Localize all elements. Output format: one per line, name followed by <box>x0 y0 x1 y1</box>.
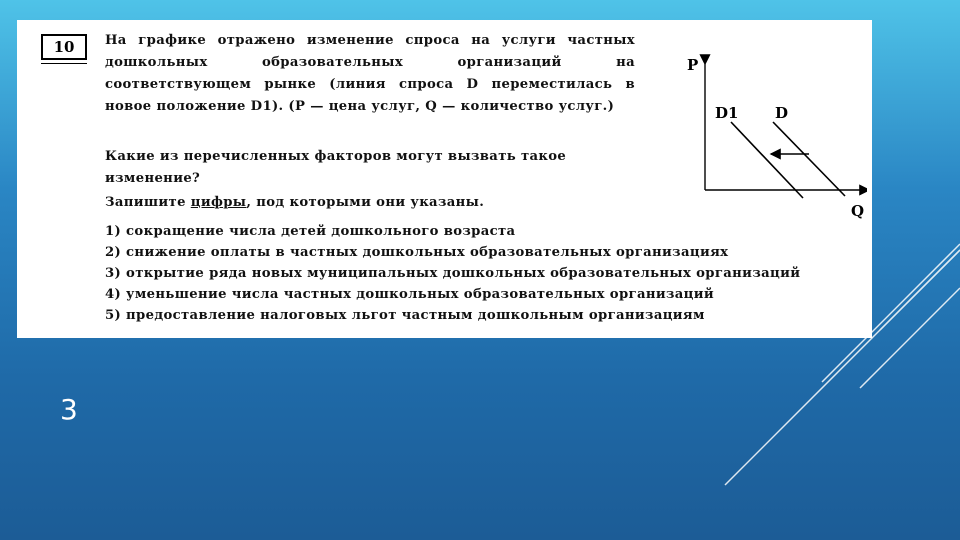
task-number-box: 10 <box>41 34 87 60</box>
option-item: 2) снижение оплаты в частных дошкольных образовательных организациях <box>105 245 729 260</box>
d1-label: D1 <box>715 104 739 122</box>
option-item: 1) сокращение числа детей дошкольного возраста <box>105 224 516 239</box>
deco-line <box>880 250 960 330</box>
page-number: 3 <box>60 393 78 426</box>
demand-curve-d <box>773 122 845 196</box>
x-axis-label: Q <box>851 202 865 220</box>
demand-shift-graph <box>667 48 867 228</box>
task-instruction <box>105 192 484 214</box>
task-card <box>17 20 872 338</box>
instruction-text: Запишите <box>105 195 191 210</box>
option-item: 5) предоставление налоговых льгот частным дошкольным организациям <box>105 308 705 323</box>
demand-curve-d1 <box>731 122 803 198</box>
task-question: Какие из перечисленных факторов могут вызвать такое изменение? <box>105 149 567 186</box>
options-list <box>105 221 800 326</box>
y-axis-label: P <box>687 56 699 74</box>
option-item: 3) открытие ряда новых муниципальных дошкольных образовательных организаций <box>105 266 801 281</box>
task-number-underline <box>41 63 87 64</box>
deco-line <box>860 288 960 388</box>
task-stem: На графике отражено изменение спроса на услуги частных дошкольных образовательных организаций на соответствующем рынке (линия спроса D переместилась в новое положение D1). (P — цена услуг, Q — количество услуг.) <box>105 33 635 114</box>
instruction-text: , под которыми они указаны. <box>246 195 485 210</box>
d-label: D <box>775 104 789 122</box>
option-item: 4) уменьшение числа частных дошкольных образовательных организаций <box>105 287 715 302</box>
instruction-bold-word: цифры <box>190 195 247 210</box>
